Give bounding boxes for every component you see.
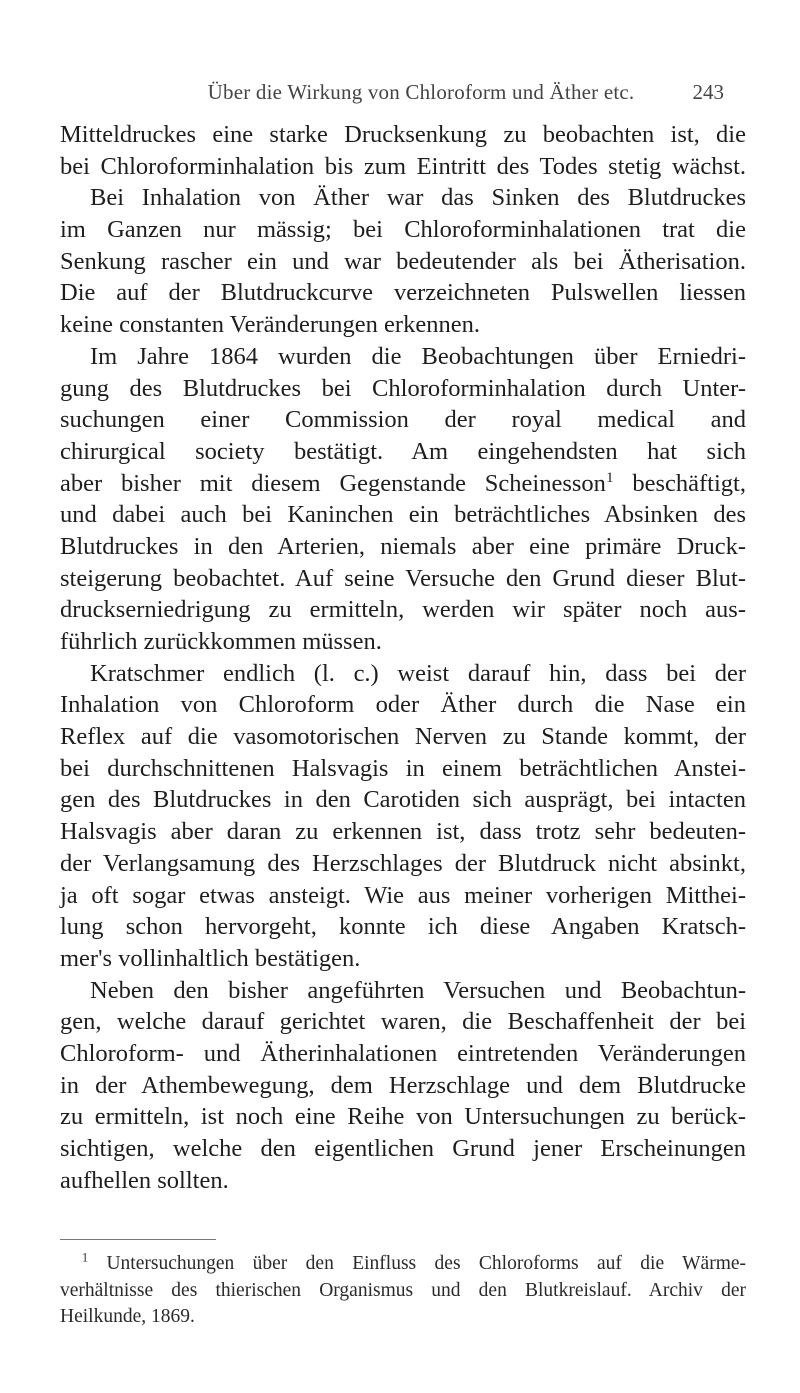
text-line: Neben den bisher angeführten Versuchen und Beobachtun- [90,976,746,1004]
text-line-end: beschäftigt, [613,469,746,497]
text-line: ja oft sogar etwas ansteigt. Wie aus meiner vorherigen Mitthei- [60,881,746,909]
text-line: der Verlangsamung des Herzschlages der Blutdruck nicht absinkt, [60,849,746,877]
text-line: mer's vollinhaltlich bestätigen. [60,944,361,972]
footnote-line-with-marker [60,1251,746,1278]
page-number: 243 [692,80,724,104]
text-line: gung des Blutdruckes bei Chloroforminhalation durch Unter- [60,374,746,402]
text-line: Chloroform- und Ätherinhalationen eintretenden Veränderungen [60,1039,746,1067]
text-line: gen, welche darauf gerichtet waren, die Beschaffenheit der bei [60,1008,746,1036]
footnote-line: Heilkunde, 1869. [60,1306,195,1327]
text-line: und dabei auch bei Kaninchen ein beträchtliches Absinken des [60,501,746,529]
text-line: in der Athembewegung, dem Herzschlage und dem Blutdrucke [60,1071,746,1099]
text-line: bei durchschnittenen Halsvagis in einem beträchtlichen Anstei- [60,754,746,782]
footnote-marker: 1 [82,1250,89,1265]
text-line: gen des Blutdruckes in den Carotiden sich ausprägt, bei intacten [60,786,746,814]
text-line: Reflex auf die vasomotorischen Nerven zu Stande kommt, der [60,723,746,751]
footnote [60,1251,746,1331]
text-line: lung schon hervorgeht, konnte ich diese Angaben Kratsch- [60,913,746,941]
text-line-start: aber bisher mit diesem Gegenstande Scheinesson [60,469,606,497]
text-line: Die auf der Blutdruckcurve verzeichneten Pulswellen liessen [60,279,746,307]
text-line: aufhellen sollten. [60,1166,229,1194]
text-line: Bei Inhalation von Äther war das Sinken des Blutdruckes [90,184,746,212]
text-line: bei Chloroforminhalation bis zum Eintritt des Todes stetig wächst. [60,152,746,180]
text-line: Im Jahre 1864 wurden die Beobachtungen über Erniedri- [90,342,746,370]
running-head [118,80,724,110]
text-line: Blutdruckes in den Arterien, niemals aber eine primäre Druck- [60,532,746,560]
text-line: keine constanten Veränderungen erkennen. [60,311,480,339]
text-line: Kratschmer endlich (l. c.) weist darauf hin, dass bei der [90,659,746,687]
text-line: sichtigen, welche den eigentlichen Grund jener Erscheinungen [60,1135,746,1162]
footnote-separator [60,1239,216,1240]
text-line: druckserniedrigung zu ermitteln, werden wir später noch aus- [60,596,746,624]
body-text [60,119,746,1196]
text-line: Senkung rascher ein und war bedeutender als bei Ätherisation. [60,247,746,275]
text-line: führlich zurückkommen müssen. [60,628,382,655]
text-line: chirurgical society bestätigt. Am eingehendsten hat sich [60,437,746,465]
footnote-line-text: Untersuchungen über den Einfluss des Chloroforms auf die Wärme- [106,1253,747,1274]
text-line: steigerung beobachtet. Auf seine Versuche den Grund dieser Blut- [60,564,746,592]
text-line: suchungen einer Commission der royal medical and [60,406,746,434]
footnote-ref-marker[interactable]: 1 [605,468,614,486]
text-line: zu ermitteln, ist noch eine Reihe von Untersuchungen zu berück- [60,1103,746,1131]
footnote-line: verhältnisse des thierischen Organismus und den Blutkreislauf. Archiv der [60,1279,746,1301]
text-line: Inhalation von Chloroform oder Äther durch die Nase ein [60,691,746,719]
text-line: Halsvagis aber daran zu erkennen ist, dass trotz sehr bedeuten- [60,818,746,846]
text-line-with-footnote-ref [60,468,746,500]
text-line: Mitteldruckes eine starke Drucksenkung zu beobachten ist, die [60,121,746,148]
running-title: Über die Wirkung von Chloroform und Äther etc. [207,80,635,104]
text-line: im Ganzen nur mässig; bei Chloroforminhalationen trat die [60,216,746,244]
